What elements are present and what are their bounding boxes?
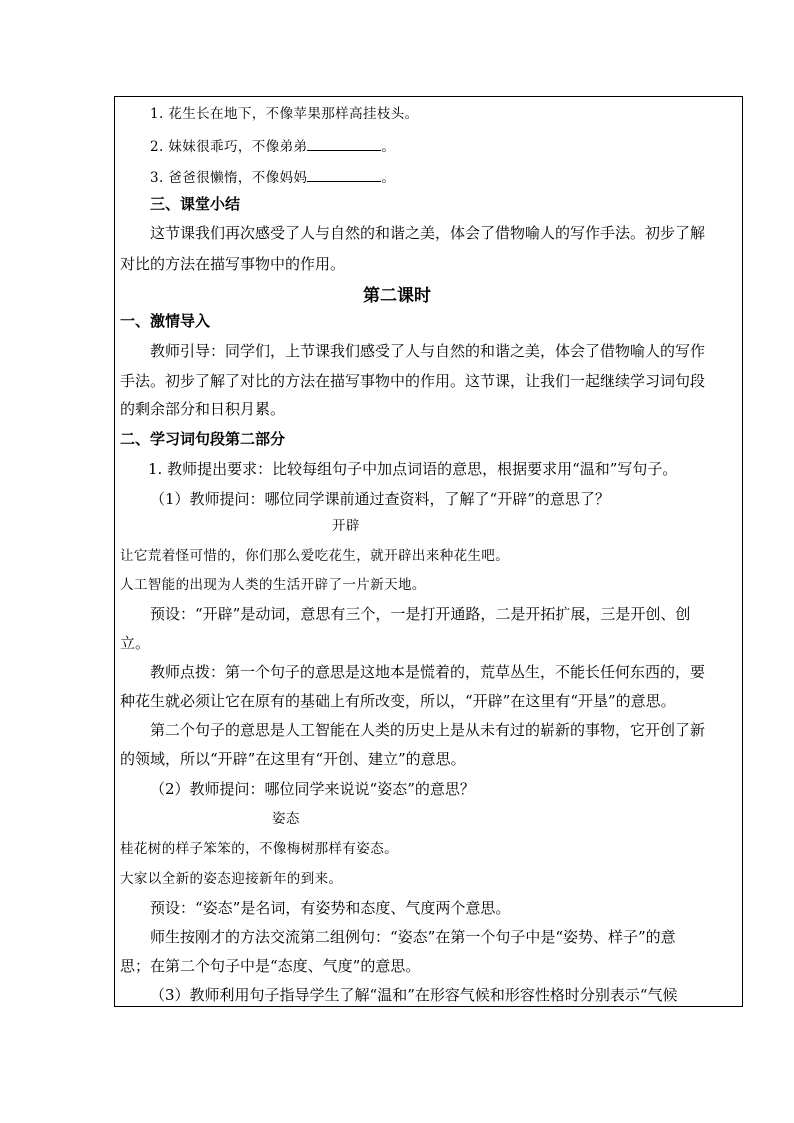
example-sentence-3-text: 3. 爸爸很懒惰，不像妈妈 bbox=[150, 170, 308, 186]
summary-paragraph-line-2: 对比的方法在描写事物中的作用。 bbox=[120, 255, 346, 273]
example-kaipi-1: 让它荒着怪可惜的，你们那么爱吃花生，就开辟出来种花生吧。 bbox=[120, 548, 510, 564]
fill-blank-2 bbox=[307, 136, 381, 151]
lesson-title: 第二课时 bbox=[363, 286, 431, 306]
section-heading-intro: 一、激情导入 bbox=[120, 312, 211, 330]
intro-paragraph-line-1: 教师引导：同学们，上节课我们感受了人与自然的和谐之美，体会了借物喻人的写作 bbox=[150, 342, 706, 360]
preset-kaipi-line-1: 预设：“开辟”是动词，意思有三个，一是打开通路，二是开拓扩展，三是开创、创 bbox=[150, 605, 691, 623]
example-zitai-2: 大家以全新的姿态迎接新年的到来。 bbox=[120, 871, 343, 887]
preset-kaipi-line-2: 立。 bbox=[120, 634, 151, 652]
example-sentence-2-end: 。 bbox=[381, 139, 396, 155]
section-heading-part2: 二、学习词句段第二部分 bbox=[120, 430, 286, 448]
question-1: （1）教师提问：哪位同学课前通过查资料，了解了“开辟”的意思了？ bbox=[150, 490, 610, 508]
example-sentence-2-text: 2. 妹妹很乖巧，不像弟弟 bbox=[150, 139, 308, 155]
exchange-line-1: 师生按刚才的方法交流第二组例句：“姿态”在第一个句子中是“姿势、样子”的意 bbox=[150, 928, 676, 946]
example-sentence-2 bbox=[150, 136, 395, 156]
preset-zitai: 预设：“姿态”是名词，有姿势和态度、气度两个意思。 bbox=[150, 899, 511, 917]
guidance-line-1: 教师点拨：第一个句子的意思是这地本是慌着的，荒草丛生，不能长任何东西的，要 bbox=[150, 663, 706, 681]
section-heading-summary: 三、课堂小结 bbox=[150, 195, 241, 213]
fill-blank-3 bbox=[307, 167, 381, 182]
example-sentence-3-end: 。 bbox=[381, 170, 396, 186]
exchange-line-2: 思；在第二个句子中是“态度、气度”的意思。 bbox=[120, 957, 421, 975]
example-sentence-1: 1. 花生长在地下，不像苹果那样高挂枝头。 bbox=[150, 106, 419, 122]
guidance-line-2: 种花生就必须让它在原有的基础上有所改变，所以，“开辟”在这里有“开垦”的意思。 bbox=[120, 692, 676, 710]
example-zitai-1: 桂花树的样子笨笨的，不像梅树那样有姿态。 bbox=[120, 841, 398, 857]
question-3: （3）教师利用句子指导学生了解“温和”在形容气候和形容性格时分别表示“气候 bbox=[150, 986, 678, 1004]
guidance-line-4: 的领域，所以“开辟”在这里有“开创、建立”的意思。 bbox=[120, 750, 466, 768]
example-sentence-3 bbox=[150, 167, 395, 187]
intro-paragraph-line-2: 手法。初步了解了对比的方法在描写事物中的作用。这节课，让我们一起继续学习词句段 bbox=[120, 372, 706, 390]
intro-paragraph-line-3: 的剩余部分和日积月累。 bbox=[120, 400, 286, 418]
guidance-line-3: 第二个句子的意思是人工智能在人类的历史上是从未有过的崭新的事物，它开创了新 bbox=[150, 721, 706, 739]
question-2: （2）教师提问：哪位同学来说说“姿态”的意思？ bbox=[150, 780, 475, 798]
keyword-kaipi: 开辟 bbox=[332, 518, 360, 534]
example-kaipi-2: 人工智能的出现为人类的生活开辟了一片新天地。 bbox=[120, 577, 426, 593]
summary-paragraph-line-1: 这节课我们再次感受了人与自然的和谐之美，体会了借物喻人的写作手法。初步了解 bbox=[150, 224, 706, 242]
task-requirement: 1. 教师提出要求：比较每组句子中加点词语的意思，根据要求用“温和”写句子。 bbox=[148, 460, 678, 478]
keyword-zitai: 姿态 bbox=[272, 811, 300, 827]
